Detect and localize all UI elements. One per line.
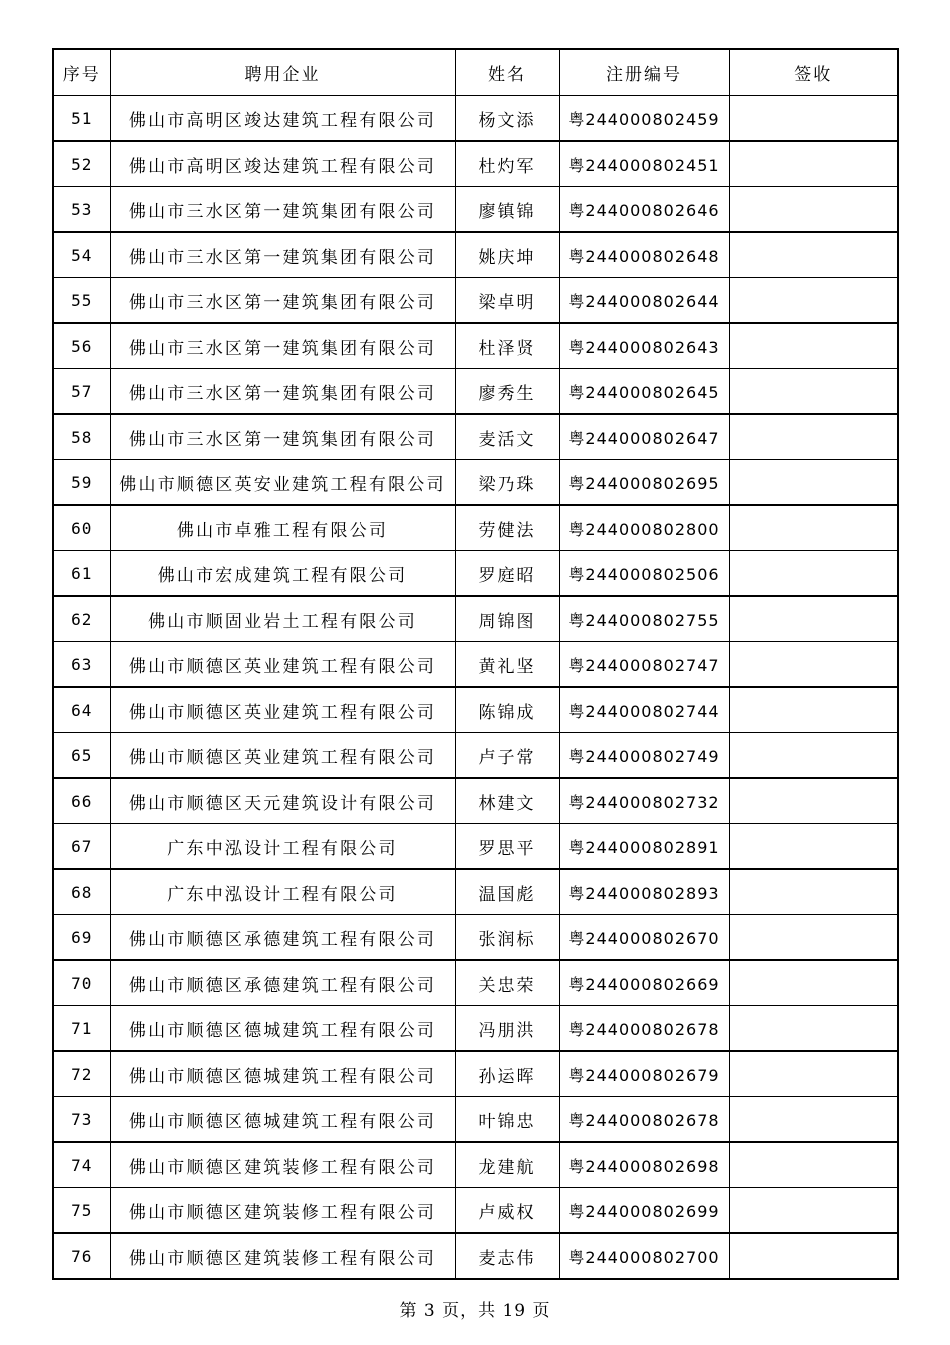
row-reg-number: 粤244000802749 — [559, 733, 729, 779]
row-seq: 56 — [53, 323, 110, 369]
row-signature — [729, 1006, 898, 1052]
row-reg-number: 粤244000802645 — [559, 369, 729, 415]
row-signature — [729, 232, 898, 278]
row-company: 佛山市顺德区承德建筑工程有限公司 — [110, 915, 455, 961]
row-signature — [729, 687, 898, 733]
registration-table — [52, 48, 899, 1280]
header-name: 姓名 — [455, 49, 559, 96]
table-row — [53, 960, 898, 1006]
row-name: 孙运晖 — [455, 1051, 559, 1097]
page-number: 第 3 页，共 19 页 — [399, 1301, 551, 1321]
row-name: 卢子常 — [455, 733, 559, 779]
table-body — [53, 96, 898, 1280]
row-seq: 73 — [53, 1097, 110, 1143]
row-name: 廖秀生 — [455, 369, 559, 415]
row-reg-number: 粤244000802744 — [559, 687, 729, 733]
table-row — [53, 596, 898, 642]
row-signature — [729, 915, 898, 961]
row-reg-number: 粤244000802700 — [559, 1233, 729, 1279]
table-row — [53, 687, 898, 733]
row-signature — [729, 369, 898, 415]
row-company: 佛山市高明区竣达建筑工程有限公司 — [110, 141, 455, 187]
row-reg-number: 粤244000802698 — [559, 1142, 729, 1188]
row-seq: 64 — [53, 687, 110, 733]
row-signature — [729, 460, 898, 506]
row-company: 佛山市顺德区建筑装修工程有限公司 — [110, 1142, 455, 1188]
row-seq: 70 — [53, 960, 110, 1006]
row-company: 广东中泓设计工程有限公司 — [110, 824, 455, 870]
row-signature — [729, 642, 898, 688]
row-signature — [729, 551, 898, 597]
row-reg-number: 粤244000802699 — [559, 1188, 729, 1234]
row-name: 罗思平 — [455, 824, 559, 870]
row-signature — [729, 778, 898, 824]
row-company: 佛山市卓雅工程有限公司 — [110, 505, 455, 551]
row-company: 佛山市三水区第一建筑集团有限公司 — [110, 369, 455, 415]
row-company: 佛山市三水区第一建筑集团有限公司 — [110, 187, 455, 233]
table-row — [53, 414, 898, 460]
row-signature — [729, 96, 898, 142]
row-reg-number: 粤244000802643 — [559, 323, 729, 369]
row-name: 周锦图 — [455, 596, 559, 642]
table-row — [53, 141, 898, 187]
row-name: 廖镇锦 — [455, 187, 559, 233]
row-company: 佛山市顺德区英业建筑工程有限公司 — [110, 642, 455, 688]
table-row — [53, 187, 898, 233]
row-signature — [729, 278, 898, 324]
header-seq: 序号 — [53, 49, 110, 96]
row-seq: 72 — [53, 1051, 110, 1097]
row-reg-number: 粤244000802669 — [559, 960, 729, 1006]
table-row — [53, 869, 898, 915]
row-name: 杨文添 — [455, 96, 559, 142]
table-row — [53, 778, 898, 824]
row-name: 罗庭昭 — [455, 551, 559, 597]
table-row — [53, 505, 898, 551]
row-name: 张润标 — [455, 915, 559, 961]
table-row — [53, 1188, 898, 1234]
row-signature — [729, 1051, 898, 1097]
row-company: 佛山市顺德区英安业建筑工程有限公司 — [110, 460, 455, 506]
row-name: 麦志伟 — [455, 1233, 559, 1279]
row-seq: 66 — [53, 778, 110, 824]
row-seq: 75 — [53, 1188, 110, 1234]
table-row — [53, 232, 898, 278]
row-seq: 58 — [53, 414, 110, 460]
row-company: 佛山市高明区竣达建筑工程有限公司 — [110, 96, 455, 142]
table-row — [53, 278, 898, 324]
table-row — [53, 369, 898, 415]
table-row — [53, 733, 898, 779]
row-seq: 74 — [53, 1142, 110, 1188]
row-reg-number: 粤244000802747 — [559, 642, 729, 688]
table-row — [53, 1142, 898, 1188]
registration-table-container — [52, 48, 897, 1280]
row-company: 佛山市三水区第一建筑集团有限公司 — [110, 323, 455, 369]
row-company: 佛山市顺德区德城建筑工程有限公司 — [110, 1097, 455, 1143]
table-row — [53, 96, 898, 142]
row-company: 佛山市顺德区英业建筑工程有限公司 — [110, 687, 455, 733]
row-reg-number: 粤244000802678 — [559, 1006, 729, 1052]
row-reg-number: 粤244000802755 — [559, 596, 729, 642]
row-seq: 76 — [53, 1233, 110, 1279]
row-reg-number: 粤244000802647 — [559, 414, 729, 460]
row-company: 佛山市顺德区德城建筑工程有限公司 — [110, 1051, 455, 1097]
row-seq: 67 — [53, 824, 110, 870]
row-signature — [729, 1188, 898, 1234]
table-row — [53, 915, 898, 961]
header-reg: 注册编号 — [559, 49, 729, 96]
row-seq: 55 — [53, 278, 110, 324]
row-name: 杜灼军 — [455, 141, 559, 187]
table-row — [53, 642, 898, 688]
row-seq: 69 — [53, 915, 110, 961]
row-company: 佛山市顺德区建筑装修工程有限公司 — [110, 1233, 455, 1279]
row-reg-number: 粤244000802678 — [559, 1097, 729, 1143]
row-name: 麦活文 — [455, 414, 559, 460]
row-company: 佛山市三水区第一建筑集团有限公司 — [110, 414, 455, 460]
row-name: 林建文 — [455, 778, 559, 824]
row-company: 佛山市顺德区英业建筑工程有限公司 — [110, 733, 455, 779]
row-company: 佛山市顺德区天元建筑设计有限公司 — [110, 778, 455, 824]
row-name: 关忠荣 — [455, 960, 559, 1006]
row-company: 佛山市三水区第一建筑集团有限公司 — [110, 278, 455, 324]
row-company: 佛山市宏成建筑工程有限公司 — [110, 551, 455, 597]
row-reg-number: 粤244000802459 — [559, 96, 729, 142]
row-name: 黄礼坚 — [455, 642, 559, 688]
row-reg-number: 粤244000802893 — [559, 869, 729, 915]
row-signature — [729, 1233, 898, 1279]
row-signature — [729, 323, 898, 369]
row-reg-number: 粤244000802670 — [559, 915, 729, 961]
row-company: 佛山市顺德区德城建筑工程有限公司 — [110, 1006, 455, 1052]
table-row — [53, 460, 898, 506]
table-header-row — [53, 49, 898, 96]
row-reg-number: 粤244000802648 — [559, 232, 729, 278]
row-seq: 61 — [53, 551, 110, 597]
row-seq: 63 — [53, 642, 110, 688]
row-name: 卢威权 — [455, 1188, 559, 1234]
row-signature — [729, 596, 898, 642]
row-signature — [729, 1142, 898, 1188]
row-company: 佛山市三水区第一建筑集团有限公司 — [110, 232, 455, 278]
table-row — [53, 551, 898, 597]
row-reg-number: 粤244000802695 — [559, 460, 729, 506]
row-reg-number: 粤244000802800 — [559, 505, 729, 551]
row-name: 梁乃珠 — [455, 460, 559, 506]
row-seq: 68 — [53, 869, 110, 915]
row-reg-number: 粤244000802646 — [559, 187, 729, 233]
row-signature — [729, 869, 898, 915]
row-name: 杜泽贤 — [455, 323, 559, 369]
row-company: 佛山市顺固业岩土工程有限公司 — [110, 596, 455, 642]
table-row — [53, 1006, 898, 1052]
table-row — [53, 824, 898, 870]
row-reg-number: 粤244000802451 — [559, 141, 729, 187]
row-reg-number: 粤244000802891 — [559, 824, 729, 870]
table-row — [53, 1051, 898, 1097]
table-row — [53, 323, 898, 369]
row-name: 梁卓明 — [455, 278, 559, 324]
row-name: 温国彪 — [455, 869, 559, 915]
row-reg-number: 粤244000802506 — [559, 551, 729, 597]
row-signature — [729, 505, 898, 551]
row-seq: 71 — [53, 1006, 110, 1052]
row-signature — [729, 414, 898, 460]
row-seq: 52 — [53, 141, 110, 187]
row-signature — [729, 733, 898, 779]
row-name: 叶锦忠 — [455, 1097, 559, 1143]
row-signature — [729, 824, 898, 870]
row-signature — [729, 960, 898, 1006]
row-reg-number: 粤244000802644 — [559, 278, 729, 324]
row-seq: 65 — [53, 733, 110, 779]
header-company: 聘用企业 — [110, 49, 455, 96]
row-seq: 62 — [53, 596, 110, 642]
row-seq: 57 — [53, 369, 110, 415]
row-signature — [729, 141, 898, 187]
row-reg-number: 粤244000802679 — [559, 1051, 729, 1097]
row-name: 冯朋洪 — [455, 1006, 559, 1052]
row-seq: 51 — [53, 96, 110, 142]
row-reg-number: 粤244000802732 — [559, 778, 729, 824]
row-seq: 60 — [53, 505, 110, 551]
header-sign: 签收 — [729, 49, 898, 96]
table-row — [53, 1233, 898, 1279]
row-signature — [729, 1097, 898, 1143]
row-name: 劳健法 — [455, 505, 559, 551]
row-name: 陈锦成 — [455, 687, 559, 733]
row-name: 龙建航 — [455, 1142, 559, 1188]
row-seq: 59 — [53, 460, 110, 506]
table-row — [53, 1097, 898, 1143]
row-name: 姚庆坤 — [455, 232, 559, 278]
row-company: 佛山市顺德区建筑装修工程有限公司 — [110, 1188, 455, 1234]
row-seq: 54 — [53, 232, 110, 278]
row-seq: 53 — [53, 187, 110, 233]
row-company: 广东中泓设计工程有限公司 — [110, 869, 455, 915]
row-signature — [729, 187, 898, 233]
row-company: 佛山市顺德区承德建筑工程有限公司 — [110, 960, 455, 1006]
